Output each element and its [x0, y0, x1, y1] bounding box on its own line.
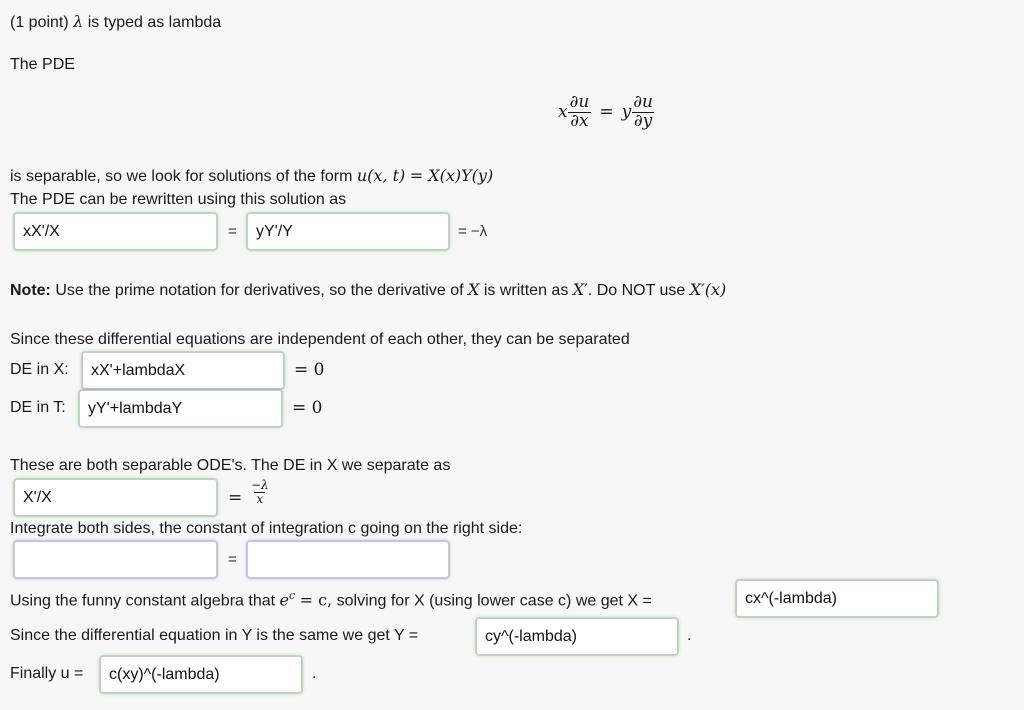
ode-text: These are both separable ODE's. The DE in X we separate as — [10, 457, 451, 474]
integrate-text: Integrate both sides, the constant of integration c going on the right side: — [10, 520, 523, 537]
pde-equals: = — [599, 102, 614, 123]
pde-equation — [558, 94, 655, 131]
pde-x-part-input[interactable] — [14, 213, 217, 250]
the-pde-label: The PDE — [10, 56, 75, 73]
separate-text: Since these differential equations are independent of each other, they can be separated — [10, 331, 630, 348]
pde-y: y — [621, 102, 632, 123]
pde-frac-right: $\frac{\partial u}{\partial y}$ — [633, 92, 653, 131]
integrate-equals: = — [228, 551, 237, 568]
pde-y-part-input[interactable] — [247, 213, 449, 250]
de-x-rhs: = 0 — [294, 360, 325, 380]
funny-constant-sentence: Using the funny constant algebra that $e^c = c$, solving for X (using lower case c) we get X = — [10, 589, 652, 610]
problem-header — [10, 12, 221, 32]
integrate-right-input[interactable] — [247, 541, 449, 578]
points-label: (1 point) — [10, 14, 69, 31]
typed-as-text: is typed as lambda — [87, 14, 222, 31]
form-lhs: u(x, t) — [356, 166, 406, 185]
integrate-left-input[interactable] — [14, 541, 217, 578]
ode-frac-num: −λ — [251, 478, 269, 492]
de-t-input[interactable] — [79, 390, 282, 427]
final-period: . — [312, 665, 317, 682]
ode-x-input[interactable] — [14, 479, 217, 516]
de-t-label: DE in T: — [10, 399, 66, 416]
final-text: Finally u = — [10, 665, 84, 682]
rewritten-text: The PDE can be rewritten using this solution as — [10, 191, 347, 208]
de-x-label: DE in X: — [10, 361, 69, 378]
y-solution-input[interactable] — [476, 618, 678, 655]
separable-sentence: is separable, so we look for solutions of the form u(x, t) = X(x)Y(y) — [10, 166, 494, 185]
note-label: Note: — [10, 282, 51, 299]
pde-x: x — [558, 102, 568, 123]
row1-rhs: = −λ — [458, 223, 488, 240]
ode-frac-den: x — [256, 491, 264, 506]
form-rhs: X(x)Y(y) — [428, 166, 494, 185]
de-x-input[interactable] — [82, 352, 284, 389]
x-solution-input[interactable] — [736, 580, 938, 617]
de-t-rhs: = 0 — [292, 398, 323, 418]
ode-fraction — [249, 479, 271, 505]
final-u-input[interactable] — [100, 656, 302, 693]
row1-equals: = — [228, 223, 237, 240]
y-solution-period: . — [687, 627, 692, 644]
pde-frac-left: $\frac{\partial u}{\partial x}$ — [569, 92, 590, 131]
lambda-symbol: λ — [73, 12, 84, 31]
note: Note: Use the prime notation for derivatives, so the derivative of X is written as X′. Do NOT use X′(x) — [10, 280, 727, 299]
y-solution-text: Since the differential equation in Y is the same we get Y = — [10, 627, 419, 644]
ode-equals: = — [228, 488, 243, 508]
